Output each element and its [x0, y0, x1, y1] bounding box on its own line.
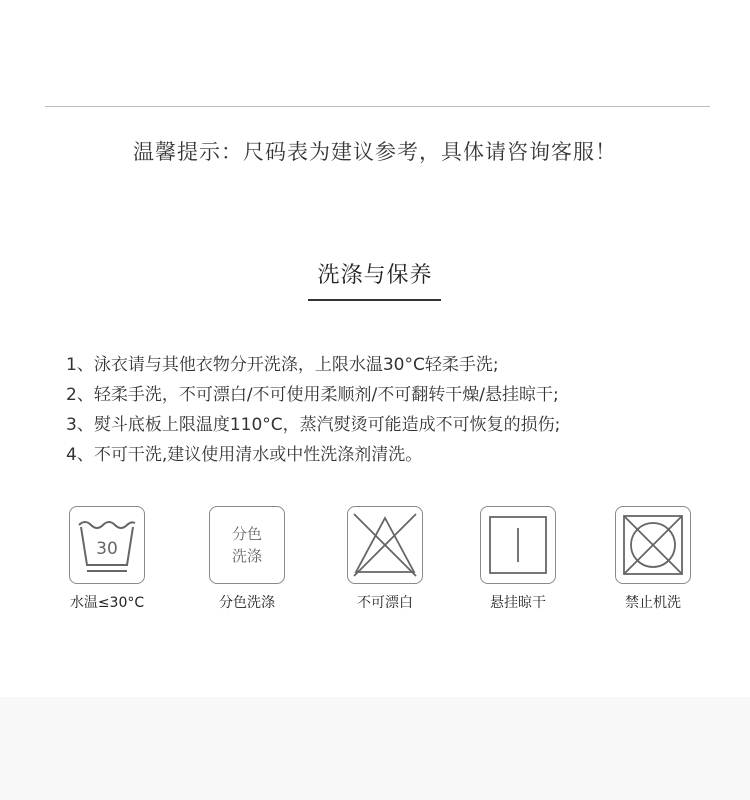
icon-text-line: 洗涤 — [231, 547, 262, 565]
care-label: 悬挂晾干 — [490, 595, 546, 611]
care-item-line-dry — [443, 506, 593, 612]
care-item-separate-wash — [172, 506, 322, 612]
line-dry-icon — [480, 506, 556, 584]
care-item-no-bleach — [310, 506, 460, 612]
top-divider — [45, 106, 710, 107]
no-machine-wash-icon — [615, 506, 691, 584]
size-notice: 温馨提示：尺码表为建议参考，具体请咨询客服！ — [133, 140, 617, 164]
separate-color-wash-icon — [209, 506, 285, 584]
title-underline — [308, 299, 441, 301]
care-instructions — [66, 350, 706, 470]
instruction-item: 3、熨斗底板上限温度110°C，蒸汽熨烫可能造成不可恢复的损伤; — [66, 415, 561, 435]
instruction-item: 2、轻柔手洗，不可漂白/不可使用柔顺剂/不可翻转干燥/悬挂晾干; — [66, 385, 559, 405]
section-title: 洗涤与保养 — [317, 263, 433, 288]
care-icons-row — [0, 506, 750, 626]
wash-temp-text: 30 — [96, 539, 118, 559]
instruction-item: 4、不可干洗,建议使用清水或中性洗涤剂清洗。 — [66, 445, 423, 465]
care-label: 不可漂白 — [357, 595, 413, 611]
icon-text-line: 分色 — [231, 525, 262, 543]
no-bleach-icon — [347, 506, 423, 584]
instruction-item: 1、泳衣请与其他衣物分开洗涤，上限水温30°C轻柔手洗; — [66, 355, 499, 375]
care-item-water-temp — [32, 506, 182, 612]
bottom-band — [0, 697, 750, 800]
care-item-no-machine-wash — [578, 506, 728, 612]
care-label: 水温≤30°C — [69, 595, 145, 611]
care-label: 分色洗涤 — [219, 595, 275, 611]
care-label: 禁止机洗 — [625, 595, 681, 611]
wash-tub-30-icon — [69, 506, 145, 584]
